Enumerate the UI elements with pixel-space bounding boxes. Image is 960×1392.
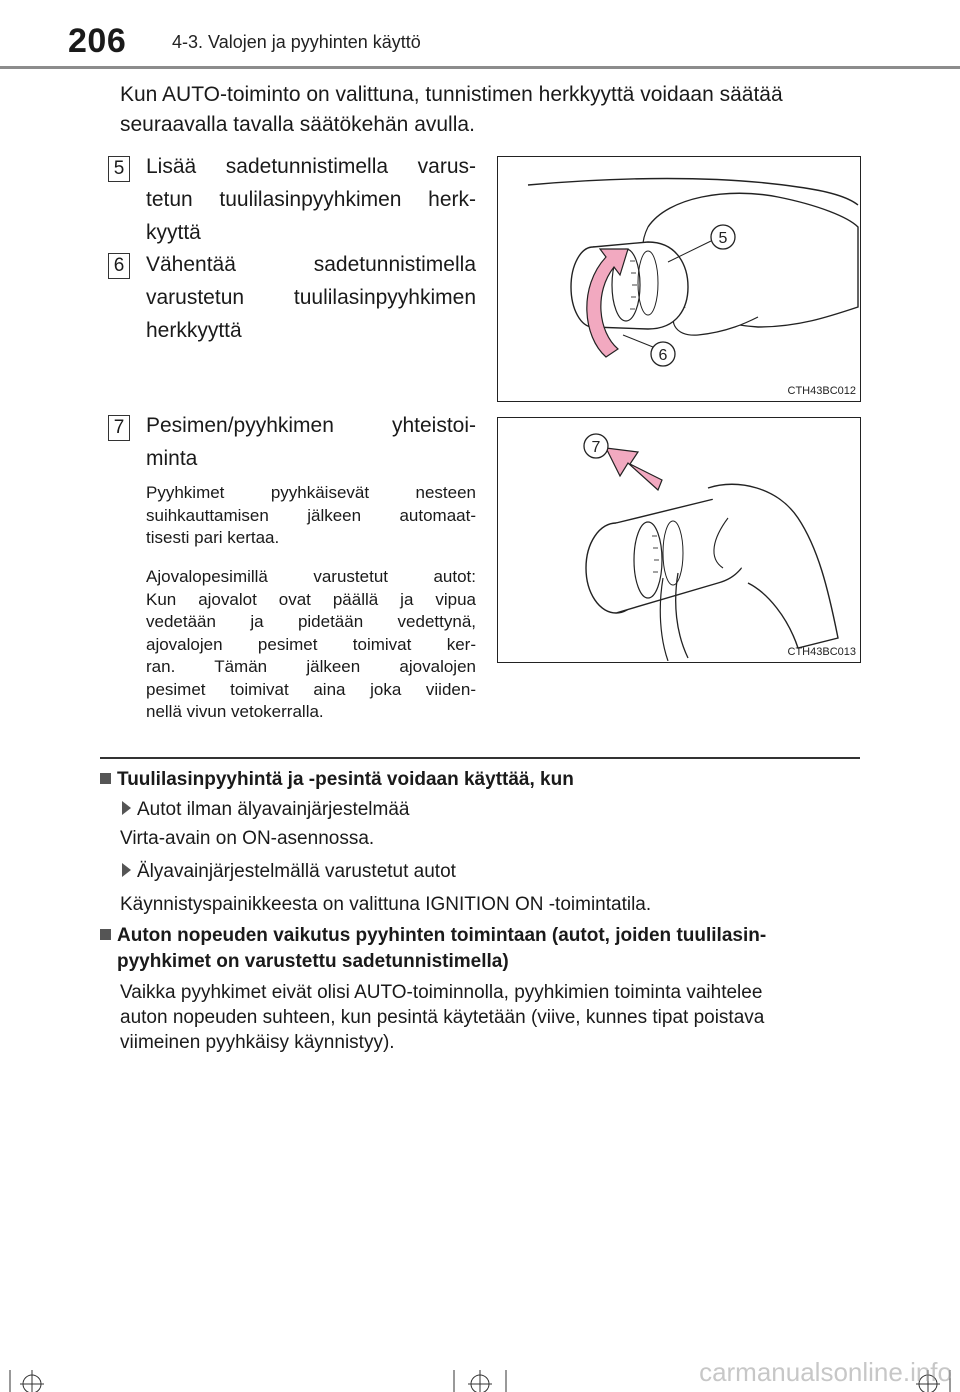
square-bullet-icon [100, 773, 111, 784]
item-5-line: tetun tuulilasinpyyhkimen herk- [146, 188, 476, 211]
triangle-bullet-icon [122, 801, 131, 815]
section-heading-line: Auton nopeuden vaikutus pyyhinten toimintaan (autot, joiden tuulilasin- [117, 925, 767, 946]
section-title: 4-3. Valojen ja pyyhinten käyttö [172, 32, 421, 52]
item-7-text [146, 409, 476, 475]
body-line: auton nopeuden suhteen, kun pesintä käytetään (viive, kunnes tipat poistava [120, 1007, 765, 1028]
figure-sensitivity-ring [497, 156, 861, 402]
subsection-label: Älyavainjärjestelmällä varustetut autot [137, 861, 456, 882]
subsection-no-smart-key [122, 797, 409, 823]
subsection-text: Käynnistyspainikkeesta on valittuna IGNITION ON -toimintatila. [120, 894, 652, 915]
section-heading-text: Tuulilasinpyyhintä ja -pesintä voidaan käyttää, kun [117, 769, 574, 790]
stalk-ring-illustration [498, 157, 859, 400]
note-line: tisesti pari kertaa. [146, 528, 280, 547]
item-6-text [146, 248, 476, 347]
intro-paragraph: Kun AUTO-toiminto on valittuna, tunnistimen herkkyyttä voidaan säätää seuraavalla tavalla säätökehän avulla. [120, 83, 783, 136]
figure-callout-6: 6 [658, 347, 668, 364]
header-divider [0, 66, 960, 69]
item-6-line: varustetun tuulilasinpyyhkimen [146, 286, 476, 309]
note-line: pesimet toimivat aina joka viiden- [146, 679, 476, 699]
item-7-note-2 [146, 566, 476, 724]
item-7-line: Pesimen/pyyhkimen yhteistoi- [146, 414, 476, 437]
note-line: ajovalojen pesimet toimivat ker- [146, 634, 476, 654]
subsection-label: Autot ilman älyavainjärjestelmää [137, 799, 410, 820]
section-divider [100, 757, 860, 759]
page-number: 206 [68, 22, 127, 60]
figure-1-caption: CTH43BC012 [787, 385, 856, 397]
note-line: Ajovalopesimillä varustetut autot: [146, 567, 476, 586]
body-line: Vaikka pyyhkimet eivät olisi AUTO-toiminnolla, pyyhkimien toiminta vaihtelee [120, 982, 763, 1003]
figure-washer-pull [497, 417, 861, 663]
body-line: viimeinen pyyhkäisy käynnistyy). [120, 1032, 395, 1053]
item-6-line: Vähentää sadetunnistimella [146, 253, 476, 276]
note-line: Pyyhkimet pyyhkäisevät nesteen [146, 483, 476, 502]
note-line: nellä vivun vetokerralla. [146, 702, 324, 721]
section-heading-operating-conditions [100, 767, 860, 793]
item-number-7: 7 [108, 415, 130, 441]
note-line: suihkauttamisen jälkeen automaat- [146, 505, 476, 525]
item-number-5: 5 [108, 156, 130, 182]
item-7-note-1 [146, 482, 476, 550]
item-5-text [146, 150, 476, 249]
note-line: Kun ajovalot ovat päällä ja vipua [146, 589, 476, 609]
note-line: ran. Tämän jälkeen ajovalojen [146, 657, 476, 676]
item-5-line: kyyttä [146, 221, 201, 244]
section-2-body [120, 980, 860, 1055]
note-line: vedetään ja pidetään vedettynä, [146, 612, 476, 631]
square-bullet-icon [100, 929, 111, 940]
subsection-text: Virta-avain on ON-asennossa. [120, 828, 375, 849]
figure-callout-7: 7 [591, 439, 601, 456]
stalk-pull-illustration [498, 418, 859, 661]
item-number-6: 6 [108, 253, 130, 279]
figure-callout-5: 5 [718, 230, 728, 247]
watermark: carmanualsonline.info [699, 1357, 952, 1387]
item-5-line: Lisää sadetunnistimella varus- [146, 155, 476, 178]
item-7-line: minta [146, 447, 198, 470]
section-heading-vehicle-speed [100, 923, 860, 975]
item-6-line: herkkyyttä [146, 319, 242, 342]
section-heading-line: pyyhkimet on varustettu sadetunnistimella) [117, 951, 509, 972]
figure-2-caption: CTH43BC013 [787, 646, 856, 658]
subsection-smart-key [122, 859, 456, 885]
triangle-bullet-icon [122, 863, 131, 877]
